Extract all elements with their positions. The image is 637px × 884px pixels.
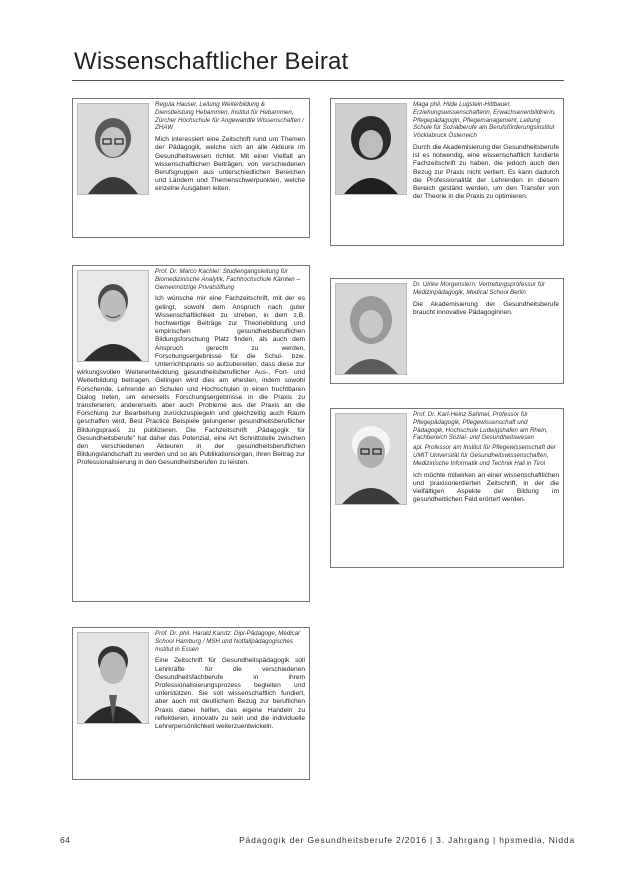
- portrait-photo: [335, 413, 407, 505]
- member-name: Maga phil. Hilde Lugstein-Hittbauer: [413, 101, 510, 108]
- member-role: , Erziehungswissenschafterin, Erwachsenenbildnerin, Pflegepädagogin, Pflegemanagement, Leitung Schule für Sozialberufe am Berufsförderungsinstitut Vöcklabruck Österreich: [413, 101, 556, 140]
- member-role: : Studiengangsleitung für Biomedizinische Analytik, Fachhochschule Kärnten – Gemeinnützige Privatstiftung: [155, 268, 300, 291]
- member-card-morgenstern: [330, 278, 564, 384]
- portrait-photo: [77, 632, 149, 724]
- member-statement: Ich wünsche mir eine Fachzeitschrift, mit der es gelingt, sowohl dem Anspruch nach guter Wissenschaftlichkeit zu streben, in dem z.B. hochwertige Beiträge zur Theoriebildung und empirischen gesundheitsberuflichen Bildungsforschung Platz finden, als auch dem Anspruch gerecht zu werden, Forschungsergebnisse für die Schul- bzw. Unterrichtspraxis so aufzubereiten, dass diese zur wirkungsvollen Weiterentwicklung gesundheitsberuflicher Aus-, Fort- und Weiterbildung beitragen. Gelingen wird dies am ehesten, indem sowohl Forschende, Lehrende an Schulen und Hochschulen in einen fruchtbaren Dialog treten, um einerseits Forschungsergebnisse in die Praxis zu transferieren, andererseits aber auch Probleme aus der Praxis an die Forschung zur Bearbeitung zurückzuspiegeln und gleichzeitig auch Raum geschaffen wird, Best Practice Beispiele gelungener gesundheitsberuflicher Bildungspraxis zu publizieren. Die Fachzeitschrift „Pädagogik für Gesundheitsberufe" hat daher das Potenzial, eine Art Schnittstelle zwischen den verschiedenen Akteuren in der gesundheitsberuflichen Bildungslandschaft zu werden und so als Publikationsorgan, ihren Beitrag zur Professionalisierung in den Gesundheitsberufen zu leisten.: [77, 295, 305, 467]
- member-card-sahmel: [330, 408, 564, 568]
- page-number: 64: [60, 835, 71, 845]
- member-name: Prof. Dr. phil. Harald Karutz: [155, 630, 231, 637]
- member-statement: Mich interessiert eine Zeitschrift rund um Themen der Pädagogik, welche sich an alle Akteure im Gesundheitswesen richtet. Mit einer Vielfalt an wissenschaftlichen Beiträgen, von verschiedenen Berufsgruppen aus unterschiedlichen Bereichen und Ländern und Themenschwerpunkten, welche einzelne Ausgaben leiten.: [155, 136, 305, 193]
- member-name: Regula Hauser: [155, 101, 196, 108]
- member-card-lugstein: [330, 98, 564, 246]
- member-role: , Leitung Weiterbildung & Dienstleistung Hebammen, Institut für Hebammen, Zürcher Hochschule für Angewandte Wissenschaften / ZHAW: [155, 101, 304, 132]
- member-role: , Professor für Pflegepädagogik, Pflegewissenschaft und Pädagogik, Hochschule Ludwigshafen am Rhein, Fachbereich Sozial- und Gesundheitswesen: [413, 411, 548, 442]
- member-name: Prof. Dr. Karl-Heinz Sahmel: [413, 411, 490, 418]
- publication-info: Pädagogik der Gesundheitsberufe 2/2016 | 3. Jahrgang | hpsmedia, Nidda: [239, 835, 575, 845]
- member-statement: Die Akademisierung der Gesundheitsberufe braucht innovative Pädagoginnen.: [413, 300, 559, 316]
- portrait-photo: [335, 283, 407, 375]
- portrait-photo: [77, 103, 149, 195]
- member-name: Dr. Ulrike Morgenstern: [413, 281, 476, 288]
- member-name: Prof. Dr. Marco Kachler: [155, 268, 220, 275]
- member-role-secondary: apl. Professor am Institut für Pflegewissenschaft der UMIT Universität für Gesundheitswissenschaften, Medizinische Informatik und Technik Hall in Tirol: [413, 444, 556, 467]
- page-title: Wissenschaftlicher Beirat: [74, 48, 349, 75]
- member-card-karutz: [72, 627, 310, 780]
- portrait-photo: [335, 103, 407, 195]
- member-statement: Eine Zeitschrift für Gesundheitspädagogik soll Lehrkräfte für die verschiedenen Gesundheitsfachberufe in ihrem Professionalisierungsprozess begleiten und unterstützen. Sie soll wissenschaftlich fundiert, aber auch mit deutlichem Bezug zur beruflichen Praxis dabei helfen, das eigene Handeln zu reflektieren, innovativ zu sein und die individuelle Lehrerpersönlichkeit weiterzuentwickeln.: [155, 657, 305, 731]
- member-card-kachler: [72, 265, 310, 602]
- member-role: : Dipl-Pädagoge, Medical School Hamburg / MSH und Notfallpädagogisches Institut in Essen: [155, 630, 300, 653]
- portrait-photo: [77, 270, 149, 362]
- title-divider: [72, 80, 564, 81]
- member-role: : Vertretungsprofessur für Medizinpädagogik, Medical School Berlin: [413, 281, 545, 296]
- member-statement: Durch die Akademisierung der Gesundheitsberufe ist es notwendig, eine wissenschaftlich fundierte Fachzeitschrift zu haben, die jedoch auch den Bezug zur Praxis nicht verliert. Es kann dadurch die Professionalität der Lehrenden in diesem Bereich gestärkt werden, um den Transfer von der Theorie in die Praxis zu optimieren.: [413, 143, 559, 201]
- member-card-hauser: [72, 98, 310, 238]
- member-statement: Ich möchte mitwirken an einer wissenschaftlichen und praxisorientierten Zeitschrift, in der die vielfältigen Aspekte der Bildung im gesundheitlichen Feld erörtert werden.: [413, 471, 559, 504]
